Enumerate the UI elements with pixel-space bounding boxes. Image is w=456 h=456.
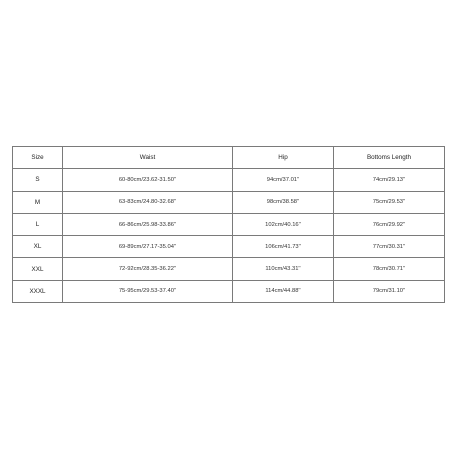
table-row (13, 213, 445, 235)
bottoms-length-cell: 79cm/31.10'' (334, 280, 445, 302)
size-cell: XXL (13, 258, 63, 280)
table-row (13, 169, 445, 191)
table-row (13, 258, 445, 280)
header-hip: Hip (233, 147, 334, 169)
waist-cell: 72-92cm/28.35-36.22'' (63, 258, 233, 280)
waist-cell: 66-86cm/25.98-33.86'' (63, 213, 233, 235)
size-cell: L (13, 213, 63, 235)
header-size: Size (13, 147, 63, 169)
waist-cell: 63-83cm/24.80-32.68'' (63, 191, 233, 213)
hip-cell: 102cm/40.16'' (233, 213, 334, 235)
hip-cell: 114cm/44.88'' (233, 280, 334, 302)
hip-cell: 110cm/43.31'' (233, 258, 334, 280)
bottoms-length-cell: 75cm/29.53'' (334, 191, 445, 213)
size-cell: S (13, 169, 63, 191)
header-row (13, 147, 445, 169)
size-chart-table (12, 146, 445, 303)
table-row (13, 280, 445, 302)
table-row (13, 236, 445, 258)
hip-cell: 94cm/37.01'' (233, 169, 334, 191)
size-cell: XXXL (13, 280, 63, 302)
bottoms-length-cell: 78cm/30.71'' (334, 258, 445, 280)
bottoms-length-cell: 76cm/29.92'' (334, 213, 445, 235)
hip-cell: 98cm/38.58'' (233, 191, 334, 213)
size-cell: M (13, 191, 63, 213)
bottoms-length-cell: 74cm/29.13'' (334, 169, 445, 191)
size-cell: XL (13, 236, 63, 258)
header-waist: Waist (63, 147, 233, 169)
waist-cell: 75-95cm/29.53-37.40'' (63, 280, 233, 302)
waist-cell: 69-89cm/27.17-35.04'' (63, 236, 233, 258)
header-bottoms-length: Bottoms Length (334, 147, 445, 169)
hip-cell: 106cm/41.73'' (233, 236, 334, 258)
waist-cell: 60-80cm/23.62-31.50'' (63, 169, 233, 191)
table-row (13, 191, 445, 213)
bottoms-length-cell: 77cm/30.31'' (334, 236, 445, 258)
